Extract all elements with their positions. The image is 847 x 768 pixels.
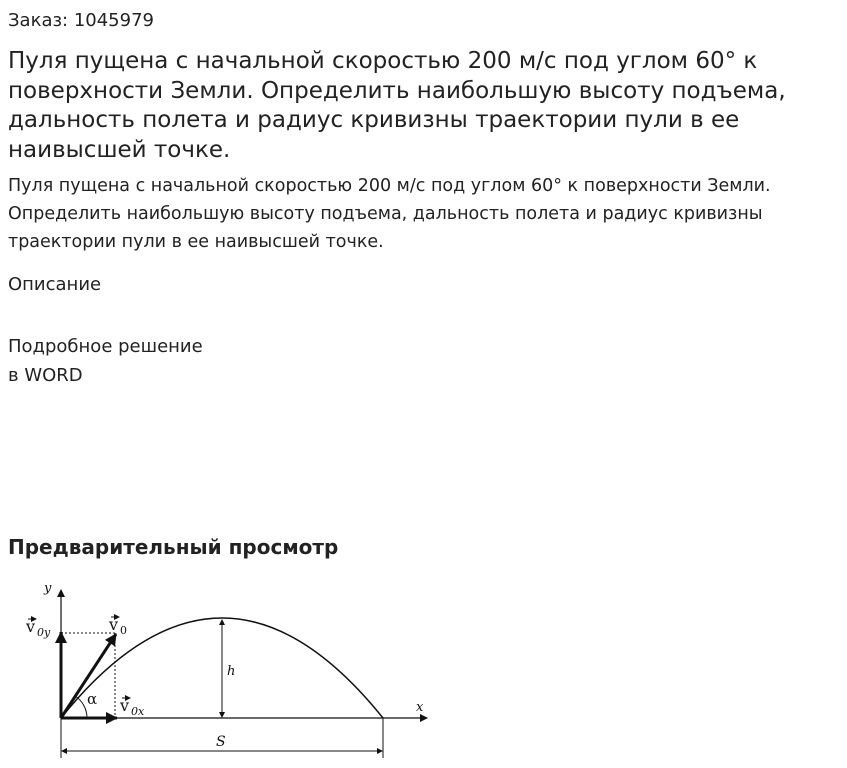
svg-text:v: v: [120, 696, 130, 715]
v0-label: [108, 615, 127, 637]
range-label: S: [216, 734, 226, 750]
page-title: Пуля пущена с начальной скоростью 200 м/с под углом 60° к поверхности Земли. Определить наибольшую высоту подъема, дальность полета и радиус кривизны траектории пули в ее наивысшей точке.: [8, 48, 786, 163]
order-number: Заказ: 1045979: [8, 10, 154, 31]
x-axis-label: x: [416, 700, 424, 715]
svg-text:0: 0: [120, 624, 127, 637]
svg-text:v: v: [26, 617, 36, 636]
svg-text:v: v: [109, 615, 119, 634]
description-heading: Описание: [8, 274, 102, 295]
v0x-label: [119, 696, 145, 718]
preview-heading: Предварительный просмотр: [8, 535, 339, 559]
y-axis-label: y: [44, 581, 52, 596]
trajectory-diagram: [20, 578, 440, 764]
angle-label: α: [87, 690, 98, 708]
height-label: h: [227, 664, 236, 679]
task-description: Пуля пущена с начальной скоростью 200 м/с под углом 60° к поверхности Земли. Определить наибольшую высоту подъема, дальность полета и радиус кривизны траектории пули в ее наивысшей точке.: [8, 176, 771, 252]
solution-format-line1: Подробное решение: [8, 336, 203, 357]
svg-text:0y: 0y: [37, 626, 51, 639]
svg-text:0x: 0x: [131, 705, 145, 718]
solution-format-line2: в WORD: [8, 365, 83, 386]
v0y-label: [25, 617, 51, 639]
